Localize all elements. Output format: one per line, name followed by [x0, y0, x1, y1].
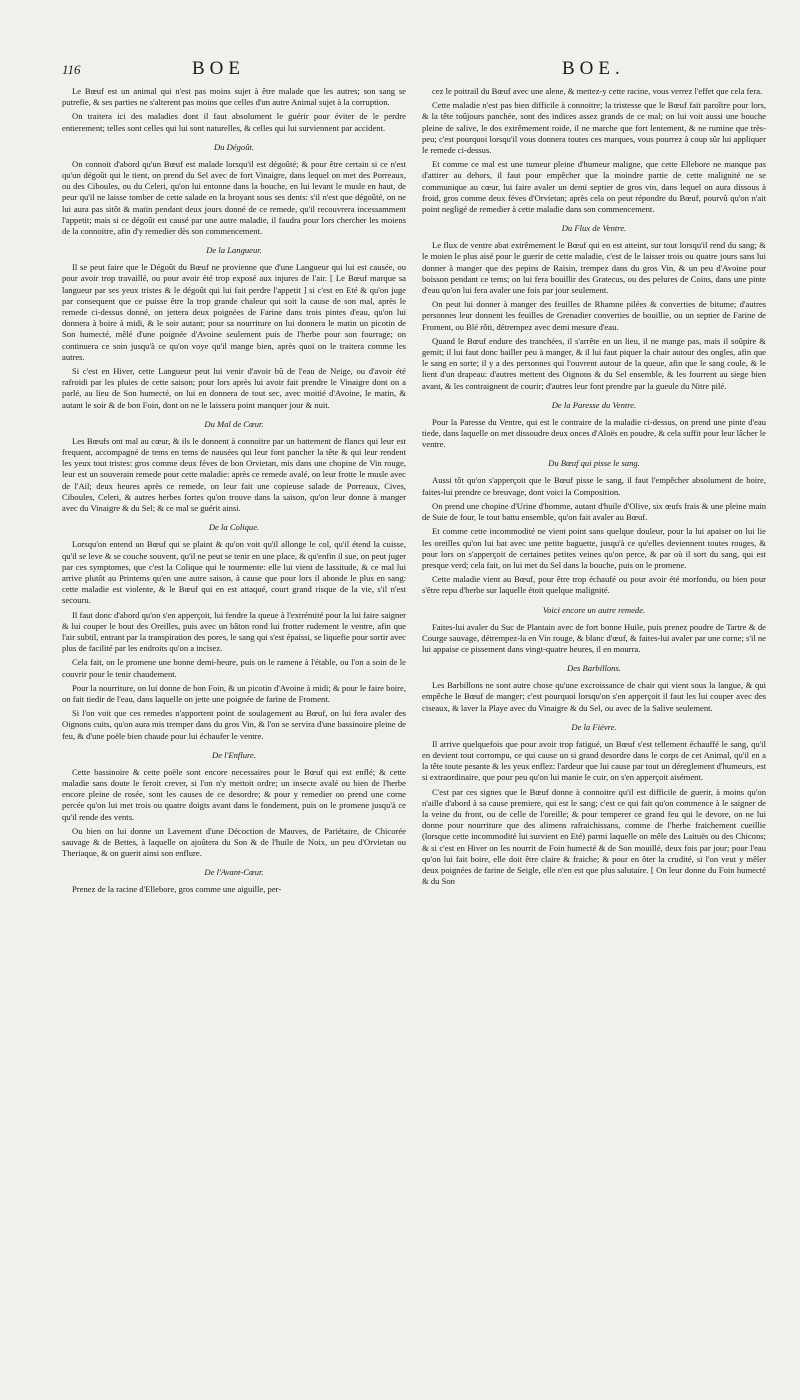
paragraph: Le flux de ventre abat extrêmement le Bœuf qui en est atteint, sur tout lorsqu'il rend du sang; & le moien le plus aisé pour le guerir de cette maladie, c'est de le laisser trois ou quatre jours sans lui donner à manger que des pepins de Raisin, trempez dans du gros Vin, & un peu d'Avoine pour boisson pendant ce tems; on lui fera bouillir des Gratecus, ou des pelures de Coins, dans une pinte d'eau qu'on lui fera avaler une fois par jour seulement.	[422, 240, 766, 296]
paragraph: On traitera ici des maladies dont il faut absolument le guérir pour éviter de le perdre entierement; telles sont celles qui lui sont naturelles, & celles qui lui surviennent par accident.	[62, 111, 406, 133]
section-heading: Du Flux de Ventre.	[561, 223, 627, 234]
section-heading: De la Fiévre.	[571, 721, 617, 732]
section-heading: Du Bœuf qui pisse le sang.	[548, 458, 640, 469]
paragraph: Faites-lui avaler du Suc de Plantain avec de fort bonne Huile, puis prenez poudre de Tartre & de Courge sauvage, détrempez-la en Vin rouge, & blanc d'œuf, & faites-lui avaler par une corne; s'il ne lui appaise ce pissement dans vingt-quatre heures, il en mourra.	[422, 621, 766, 654]
section-heading: De la Colique.	[208, 522, 260, 533]
paragraph: C'est par ces signes que le Bœuf donne à connoitre qu'il est difficile de guerir, à moins qu'on n'aille d'abord à sa cause premiere, qui est le sang; c'est ce qui fait qu'on commence à le saigner de la veine du front, ou de celle de l'oreille; & pour temperer ce grand feu qui le devore, on ne lui donne pour nourriture que des alimens rafraichissans, comme de l'herbe fraichement cueillie (lorsque cette incommodité lui survient en Eté) parmi laquelle on mêle des Laituës ou des Chicons; & si c'est en Hiver on les nourrit de Foin humecté & de Son mouillé, deux fois par jour; pour l'eau qu'on lui fait boire, elle doit être claire & fraiche; & pour en ôter la crudité, si l'on veut y mêler deux poignées de farine de Seigle, elle n'en est que plus salutaire. [ On leur donne du Foin humecté & du Son	[422, 786, 766, 887]
paragraph: Il faut donc d'abord qu'on s'en apperçoit, lui fendre la queue à l'extrémité pour la lui faire saigner & lui couper le bout des Oreilles, puis avec un bâton rond lui frotter rudement le ventre, afin que l'air subtil, entrant par la transpiration des pores, le sang qui s'est épaissi, se liquefie pour sortir avec plus de facilité par les endroits qu'on a incisez.	[62, 609, 406, 654]
paragraph: Cela fait, on le promene une bonne demi-heure, puis on le ramene à l'étable, ou l'on a soin de le couvrir pour le tenir chaudement.	[62, 657, 406, 679]
page-header	[62, 58, 766, 80]
paragraph: On prend une chopine d'Urine d'homme, autant d'huile d'Olive, six œufs frais & une pleine main de Suie de four, le tout battu ensemble, qu'on fait avaler au Bœuf.	[422, 500, 766, 523]
running-head-right: BOE.	[562, 58, 625, 79]
section-heading: De l'Enflure.	[211, 749, 256, 760]
paragraph: Aussi tôt qu'on s'apperçoit que le Bœuf pisse le sang, il faut l'empêcher absolument de boire, faites-lui prendre ce breuvage, dont voici la Composition.	[422, 475, 766, 497]
running-head-left: BOE	[192, 58, 245, 79]
left-column	[62, 86, 406, 1384]
paragraph: Quand le Bœuf endure des tranchées, il s'arrête en un lieu, il ne mange pas, mais il soûpire & gemit; il lui faut donc bailler peu à manger, & il lui faut piquer la chair autour des ongles, afin que le sang en sorte; il y a des personnes qui l'ouvrent autour de la queue, afin que le sang coule, & le lient d'un drapeau: d'autres mettent des Oignons & du Sel ensemble, & les fourrent au siege bien avant, & les contraignent de courir; d'autres leur font prendre par la gueule du Nitre pilé.	[422, 335, 766, 391]
paragraph: Et comme ce mal est une tumeur pleine d'humeur maligne, que cette Ellebore ne manque pas d'attirer au dehors, il faut pour empêcher que la moindre partie de cette malignité ne se communique au cœur, lui faire avaler un demi septier de gros vin, dans lequel on aura dissous à froid, gros comme deux féves d'Orvietan; après cela on peut répondre du Bœuf, pourvû qu'on n'ait point negligé de remedier à cette maladie dans son commencement.	[422, 159, 766, 215]
paragraph: Si l'on voit que ces remedes n'apportent point de soulagement au Bœuf, on lui fera avaler des Oignons cuits, qu'on aura mis tremper dans du gros Vin, & l'on se servira d'une bassinoire pleine de feu, & d'une poële bien chaude pour lui échaufer le ventre.	[62, 708, 406, 741]
paragraph: Prenez de la racine d'Ellebore, gros comme une aiguille, per-	[72, 884, 282, 895]
section-heading: De la Langueur.	[206, 245, 262, 256]
section-heading: Du Dégoût.	[213, 141, 255, 152]
paragraph: Ou bien on lui donne un Lavement d'une Décoction de Mauves, de Pariétaire, de Chicorée sauvage & de Bettes, à laquelle on ajoûtera du Son & de l'huile de Noix, un peu d'Orvietan ou Theriaque, & on guerit ainsi son enflure.	[62, 825, 406, 859]
section-heading: Du Mal de Cœur.	[204, 418, 264, 429]
paragraph: Si c'est en Hiver, cette Langueur peut lui venir d'avoir bû de l'eau de Neige, ou d'avoir été rafroidi par les pluies de cette saison; pour lors après lui avoir fait prendre le Vinaigre dont on a parlé, au lieu de Son humecté, on lui en donnera de tout sec, avec moitié d'Avoine, le matin, & autant le soir & de bon Foin, dont on ne le laissera point manquer jour & nuit.	[62, 366, 406, 410]
right-column	[422, 86, 766, 1384]
paragraph: Cette bassinoire & cette poële sont encore necessaires pour le Bœuf qui est enflé; & cette maladie sans doute le feroit crever, si l'on n'y mettoit ordre; un insecte avalé ou bien de l'herbe encore pleine de rosée, sont les causes de ce desordre; & pour y remedier on prend une corne percée qu'on lui met trois ou quatre doigts avant dans le fondement, puis on le promene jusqu'à ce qu'il rende des vents.	[62, 766, 406, 822]
paragraph: cez le poitrail du Bœuf avec une alene, & mettez-y cette racine, vous verrez l'effet que cela fera.	[432, 86, 763, 96]
paragraph: Et comme cette incommodité ne vient point sans quelque douleur, pour la lui apaiser on lui lie les oreilles qu'on lui bat avec une petite baguette, jusqu'à ce qu'elles deviennent toutes rouges, & pour lors on s'apperçoit de certaines petites veines qu'on perce, & par où il sort du sang, qui est presque verd; cela fait, on lui met du Sel dans la bouche, puis on le promene.	[422, 526, 766, 570]
paragraph: Cette maladie vient au Bœuf, pour être trop échaufé ou pour avoir été morfondu, ou bien pour s'être repu d'herbe sur laquelle étoit quelque malignité.	[422, 574, 766, 596]
paragraph: On peut lui donner à manger des feuilles de Rhamne pilées & converties de bitume; d'autres personnes leur donnent les feuilles de Grenadier converties de bouillie, ou un septier de Farine de Froment, ou Blé rôti, détrempez avec demi mesure d'eau.	[422, 299, 766, 332]
paragraph: Il arrive quelquefois que pour avoir trop fatigué, un Bœuf s'est tellement échauffé le sang, qu'il en devient tout corrompu, ce qui cause un si grand desordre dans le corps de cet Animal, qu'il en a la tête toute pesante & les yeux enflez: l'ardeur que lui cause par tout un déreglement d'humeurs, est si extraordinaire, que pour peu qu'on lui manie le cuir, on s'en apperçoit aisément.	[422, 738, 766, 783]
paragraph: Il se peut faire que le Dégoût du Bœuf ne provienne que d'une Langueur qui lui est causée, ou pour avoir trop travaillé, ou pour avoir été trop exposé aux injures de l'air. [ Le Bœuf marque sa langueur par ses yeux tristes & le dégoût qui lui fait perdre l'appetit ] si c'est en Eté & qu'on juge par consequent que ce puisse être la trop grande chaleur qui soit la cause de son mal, après le remede ci-dessus donné, on jettera deux poignées de Farine dans trois pintes d'eau, qu'on lui donnera à boire à midi, & le soir autant; pour sa nourriture on lui donnera le matin un picotin de Son humecté, mêlé d'une poignée d'Avoine seulement puis de l'herbe pour son fourrage; on continuera ce soin jusqu'à ce qu'on voye qu'il mange bien, après quoi on le traitera comme les autres.	[62, 262, 406, 362]
section-heading: De l'Avant-Cœur.	[204, 867, 264, 878]
paragraph: Les Barbillons ne sont autre chose qu'une excroissance de chair qui vient sous la langue, & qui empêche le Bœuf de manger; c'est pourquoi lorsqu'on s'en apperçoit il faut les lui couper avec des ciseaux, & laver la Playe avec du Vinaigre & du Sel, ou avec de la Salive seulement.	[422, 680, 766, 713]
paragraph: Cette maladie n'est pas bien difficile à connoitre; la tristesse que le Bœuf fait paroître pour lors, & la tête toûjours panchée, sont des indices assez grands de ce mal; on lui voit aussi une bouche pleine de salive, le dos extrêmement roide, il ne marche que fort lentement, & ne rumine que très-peu; c'est pourquoi lorsqu'il vous donnera toutes ces marques, vous pourrez à coup sûr lui appliquer le remede ci-dessus.	[422, 100, 766, 156]
paragraph: Pour la Paresse du Ventre, qui est le contraire de la maladie ci-dessus, on prend une pinte d'eau tiede, dans laquelle on met dissoudre deux onces d'Aloës en poudre, & cela suffit pour leur lâcher le ventre.	[422, 416, 766, 450]
section-heading: Voici encore un autre remede.	[542, 604, 646, 615]
section-heading: Des Barbillons.	[567, 663, 621, 674]
paragraph: Le Bœuf est un animal qui n'est pas moins sujet à être malade que les autres; son sang se putrefie, & ses parties ne s'alterent pas moins que celles d'un autre Animal sujet à la corruption.	[62, 86, 406, 108]
paragraph: Pour la nourriture, on lui donne de bon Foin, & un picotin d'Avoine à midi; & pour le faire boire, on fait tiedir de l'eau, dans laquelle on jette une poignée de farine de Froment.	[62, 682, 406, 704]
text-columns	[62, 86, 766, 1384]
paragraph: On connoit d'abord qu'un Bœuf est malade lorsqu'il est dégoûté; & pour être certain si ce n'est qu'un dégoût qui le tient, on prend du Sel avec de fort Vinaigre, dans lequel on met des Porreaux, ou des Ciboules, ou du Celeri, qu'on lui entonne dans la bouche, en lui levant le musle en haut, de peur qu'il ne laisse tomber de cette salade en la broyant sous ses dents: s'il n'est que dégoûté, on ne lui aura pas sitôt & matin pendant deux jours donné de ce remede, qu'il recouvrera incessamment l'appetit; mais si ce dégoût est causé par une autre maladie, il faudra pour lors chercher les moiens de la connoitre, afin d'y remedier dès son commencement.	[62, 158, 406, 237]
paragraph: Les Bœufs ont mal au cœur, & ils le donnent à connoitre par un battement de flancs qui leur est frequent, accompagné de tems en tems de nausées qui leur font pancher la tête & qui leur rendent les yeux tout tristes: gros comme deux féves de bon Orvietan, mis dans une chopine de Vin rouge, leur est un souverain remede pour cette maladie: après ce remede avalé, on leur frotte le musle avec de l'Ail; deux heures après ce remede, on leur fait une copieuse salade de Porreaux, Cives, Ciboules, Celeri, & autres herbes fortes qu'on trouve dans la saison, qu'on leur donne à manger avec du Vinaigre & du Sel; & ce mal se guérit ainsi.	[62, 435, 406, 514]
section-heading: De la Paresse du Ventre.	[551, 399, 637, 410]
paragraph: Lorsqu'on entend un Bœuf qui se plaint & qu'on voit qu'il allonge le col, qu'il étend la cuisse, qu'il se leve & se couche souvent, qu'il ne peut se tenir en une place, & qu'enfin il sue, on peut juger par ces symptomes, que c'est la Colique qui le tourmente: elle lui vient de lassitude, & ce mal lui arrive plutôt au Printems qu'en une autre saison, à cause que pour lors il abonde le plus en sang: cette maladie est violente, & le Bœuf qui en est attaqué, court grand risque de la vie, s'il n'est secouru.	[62, 539, 406, 606]
page-number: 116	[62, 62, 81, 77]
